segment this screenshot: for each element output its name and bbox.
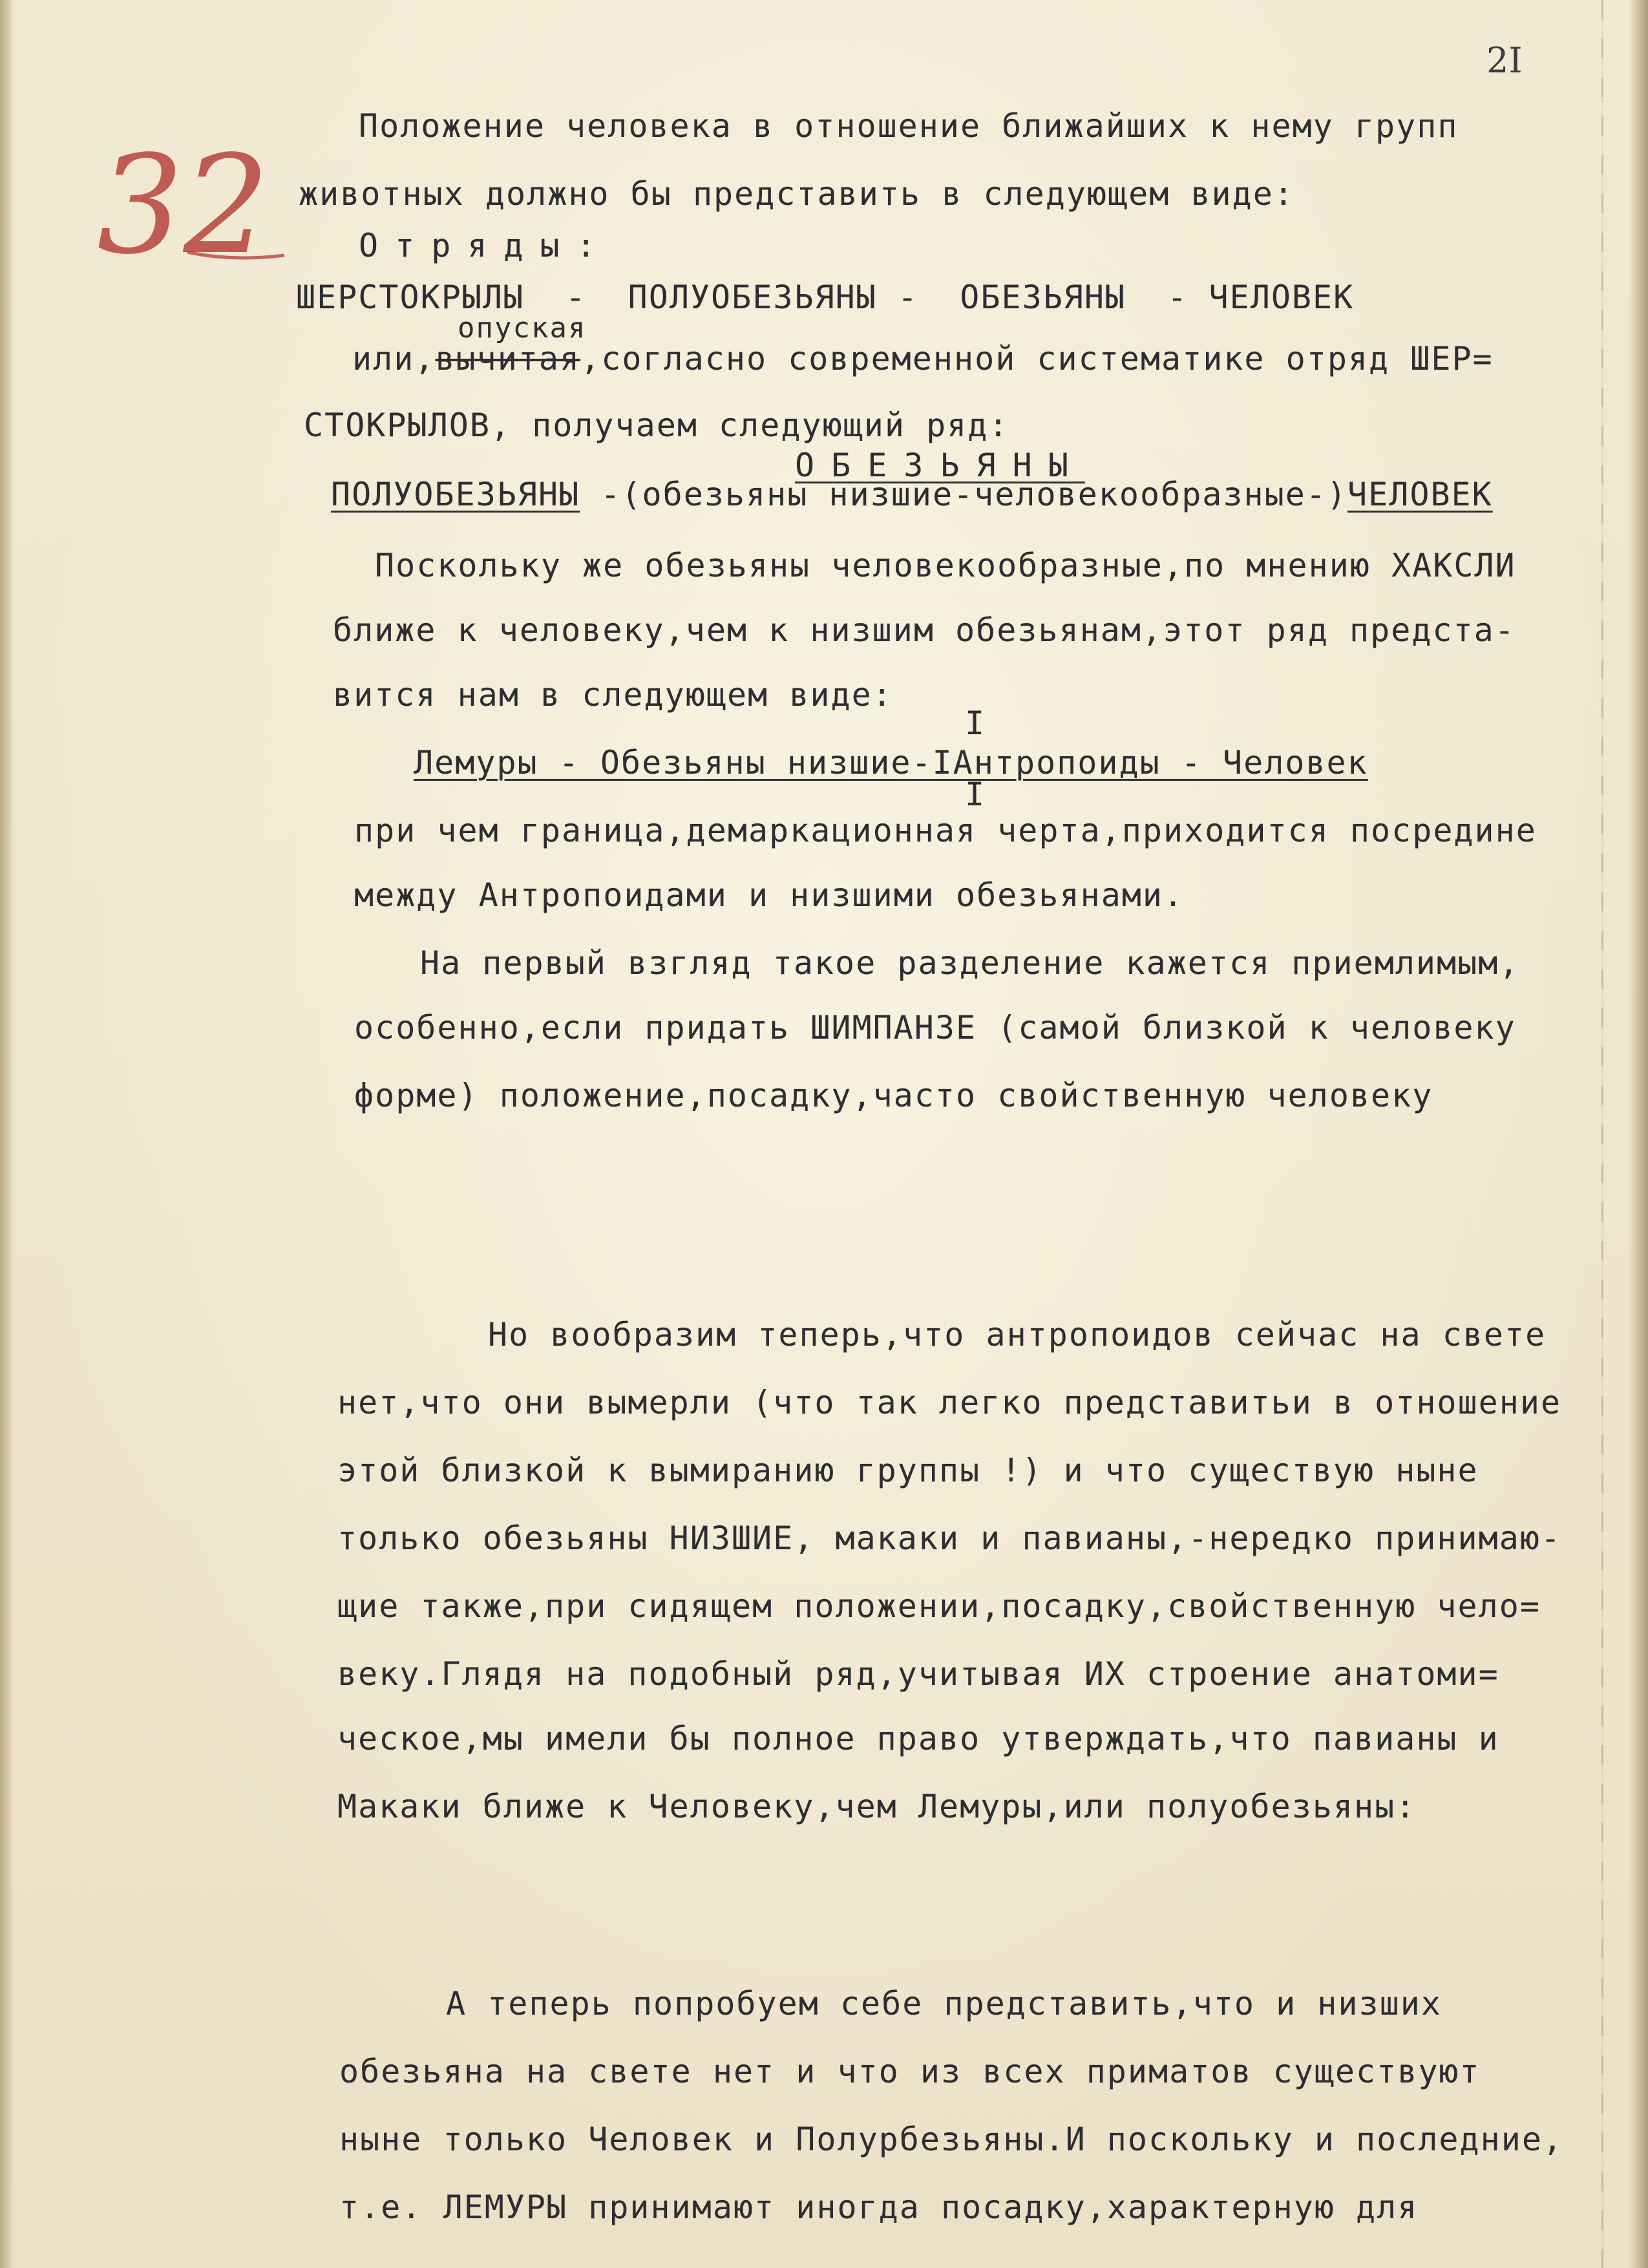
line8-end: ЧЕЛОВЕК — [1347, 476, 1493, 513]
text-line-6: СТОКРЫЛОВ, получаем следующий ряд: — [304, 407, 1009, 444]
text-line-16: особенно,если придать ШИМПАНЗЕ (самой близкой к человеку — [354, 1009, 1516, 1046]
text-line-29: т.е. ЛЕМУРЫ принимают иногда посадку,характерную для — [339, 2189, 1419, 2226]
text-line-23: веку.Глядя на подобный ряд,учитывая ИХ строение анатоми= — [337, 1655, 1499, 1693]
text-line-24: ческое,мы имели бы полное право утверждать,что павианы и — [337, 1720, 1499, 1757]
text-line-20: этой близкой к вымиранию группы !) и что существую ныне — [337, 1452, 1479, 1489]
text-line-5 — [352, 339, 1494, 378]
text-line-13: при чем граница,демаркационная черта,приходится посредине — [354, 812, 1537, 849]
text-line-14: между Антропоидами и низшими обезьянами. — [354, 876, 1185, 914]
text-line-10: ближе к человеку,чем к низшим обезьянам,этот ряд предста- — [333, 611, 1516, 649]
text-line-19: нет,что они вымерли (что так легко представитьи в отношение — [337, 1384, 1562, 1421]
page-number: 2I — [1486, 40, 1523, 81]
text-line-2: животных должно бы представить в следующем виде: — [299, 175, 1294, 213]
text-line-7: ОБЕЗЬЯНЫ — [795, 447, 1085, 484]
text-line-25: Макаки ближе к Человеку,чем Лемуры,или полуобезьяны: — [337, 1788, 1417, 1825]
line5-prefix: или, — [352, 340, 436, 377]
text-line-22: щие также,при сидящем положении,посадку,свойственную чело= — [337, 1587, 1541, 1625]
demarcation-bar-top: I — [965, 705, 985, 742]
text-line-12: Лемуры - Обезьяны низшие-IАнтропоиды - Человек — [414, 744, 1368, 781]
text-line-21: только обезьяны НИЗШИЕ, макаки и павианы,-нередко принимаю- — [337, 1520, 1562, 1557]
svg-text:32: 32 — [97, 126, 270, 284]
text-line-9: Поскольку же обезьяны человекообразные,по мнению ХАКСЛИ — [375, 547, 1516, 584]
line5-rest: ,согласно современной систематике отряд ШЕР= — [580, 340, 1494, 377]
text-line-15: На первый взгляд такое разделение кажется приемлимым, — [420, 944, 1520, 982]
text-line-11: вится нам в следующем виде: — [333, 676, 893, 714]
line8-start: ПОЛУОБЕЗЬЯНЫ — [331, 476, 580, 513]
text-line-17: форме) положение,посадку,часто свойственную человеку — [354, 1077, 1433, 1114]
text-line-1: Положение человека в отношение ближайших к нему групп — [359, 107, 1459, 145]
paper-left-edge — [0, 0, 14, 2268]
text-line-18: Но вообразим теперь,что антропоидов сейчас на свете — [488, 1316, 1547, 1353]
paper-right-edge — [1629, 0, 1648, 2268]
text-line-26: А теперь попробуем себе представить,что и низших — [446, 1985, 1442, 2022]
paper-fold — [1601, 0, 1603, 2268]
line8-middle: -(обезьяны низшие-человекообразные-) — [580, 476, 1348, 513]
text-line-3: Отряды: — [359, 227, 613, 264]
struck-word: вычитая — [435, 340, 581, 377]
text-line-27: обезьяна на свете нет и что из всех приматов существуют — [339, 2053, 1481, 2090]
handwritten-folio-number — [90, 123, 297, 284]
demarcation-bar-bottom: I — [965, 776, 985, 813]
text-line-4: ШЕРСТОКРЫЛЫ - ПОЛУОБЕЗЬЯНЫ - ОБЕЗЬЯНЫ - ЧЕЛОВЕК — [296, 279, 1355, 316]
text-line-8 — [331, 475, 1493, 514]
text-line-28: ныне только Человек и Полурбезьяны.И поскольку и последние, — [339, 2121, 1564, 2158]
text-insert-above: опуская — [458, 312, 587, 344]
